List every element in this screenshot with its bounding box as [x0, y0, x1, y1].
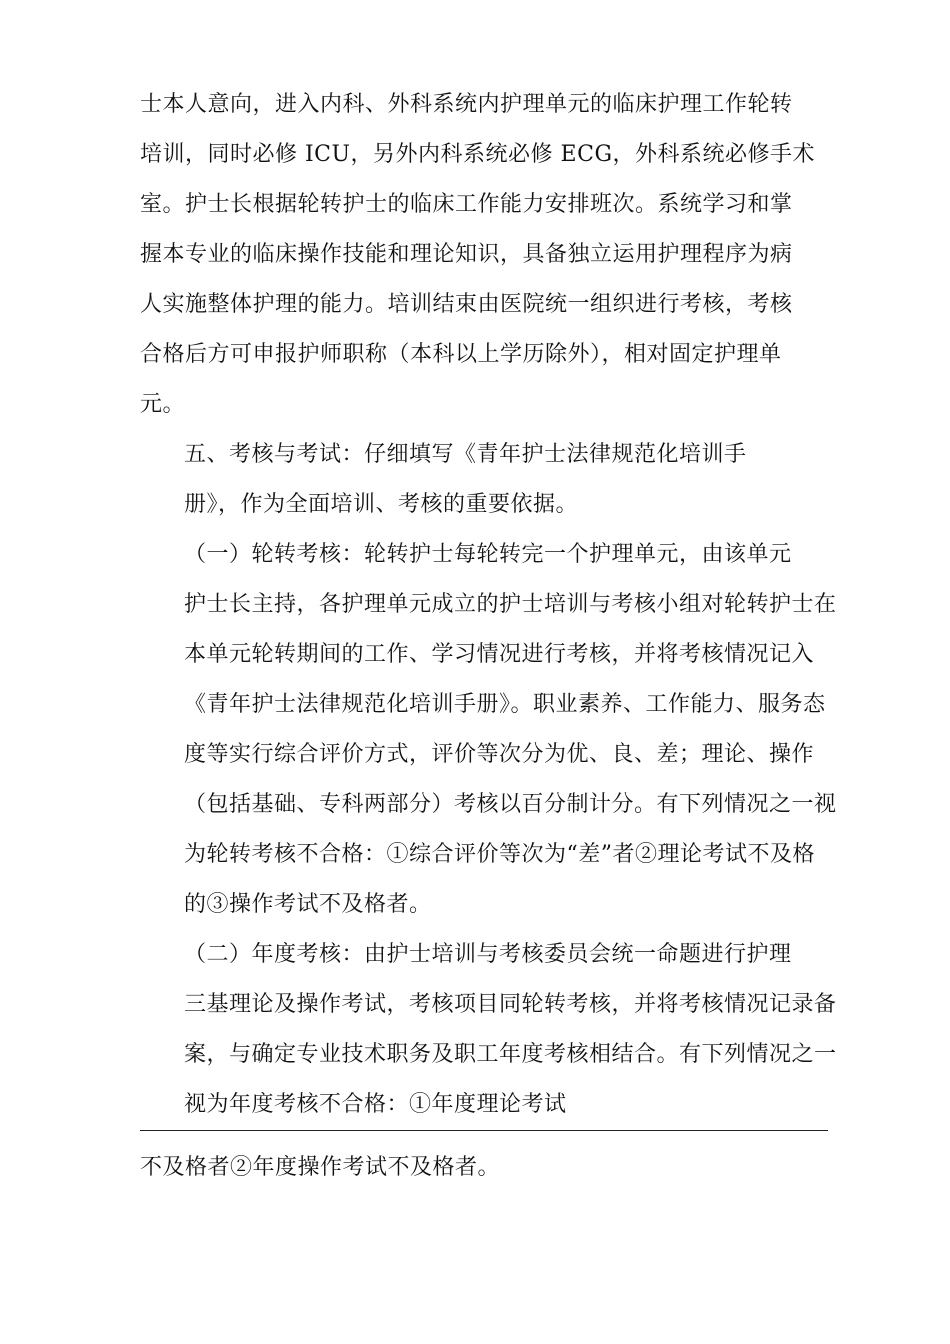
text-line: 元。: [140, 392, 186, 417]
text-line: 培训，同时必修 ICU，另外内科系统必修 ECG，外科系统必修手术: [140, 142, 816, 167]
text-line: 士本人意向，进入内科、外科系统内护理单元的临床护理工作轮转: [140, 92, 793, 117]
text-line: 《青年护士法律规范化培训手册》。职业素养、工作能力、服务态: [184, 692, 826, 717]
continued-text: 不及格者②年度操作考试不及格者。: [140, 1155, 501, 1180]
document-body: [140, 80, 837, 1130]
paragraph-p1: [140, 80, 830, 430]
text-line: 室。护士长根据轮转护士的临床工作能力安排班次。系统学习和掌: [140, 192, 793, 217]
text-line: （二）年度考核：由护士培训与考核委员会统一命题进行护理: [184, 942, 792, 967]
text-line: （一）轮转考核：轮转护士每轮转完一个护理单元，由该单元: [184, 542, 792, 567]
paragraph-p4: [140, 930, 837, 1130]
text-line: 的③操作考试不及格者。: [184, 892, 432, 917]
text-line: 五、考核与考试：仔细填写《青年护士法律规范化培训手: [184, 442, 747, 467]
text-line: 护士长主持，各护理单元成立的护士培训与考核小组对轮转护士在: [184, 592, 837, 617]
text-line: 握本专业的临床操作技能和理论知识，具备独立运用护理程序为病: [140, 242, 793, 267]
text-line: 册》，作为全面培训、考核的重要依据。: [184, 492, 579, 517]
text-line: 视为年度考核不合格：①年度理论考试: [184, 1092, 567, 1117]
page-divider: [140, 1130, 828, 1131]
text-line: 为轮转考核不合格：①综合评价等次为“差”者②理论考试不及格: [184, 842, 815, 867]
paragraph-p2: [140, 430, 830, 530]
text-line: 人实施整体护理的能力。培训结束由医院统一组织进行考核，考核: [140, 292, 793, 317]
text-line: 三基理论及操作考试，考核项目同轮转考核，并将考核情况记录备: [184, 992, 837, 1017]
paragraph-p3: [140, 530, 837, 930]
text-line: 度等实行综合评价方式，评价等次分为优、良、差；理论、操作: [184, 742, 815, 767]
text-line: 本单元轮转期间的工作、学习情况进行考核，并将考核情况记入: [184, 642, 815, 667]
text-line: 案，与确定专业技术职务及职工年度考核相结合。有下列情况之一: [184, 1042, 837, 1067]
text-line: 合格后方可申报护师职称（本科以上学历除外），相对固定护理单: [140, 342, 782, 367]
text-line: （包括基础、专科两部分）考核以百分制计分。有下列情况之一视: [184, 792, 837, 817]
